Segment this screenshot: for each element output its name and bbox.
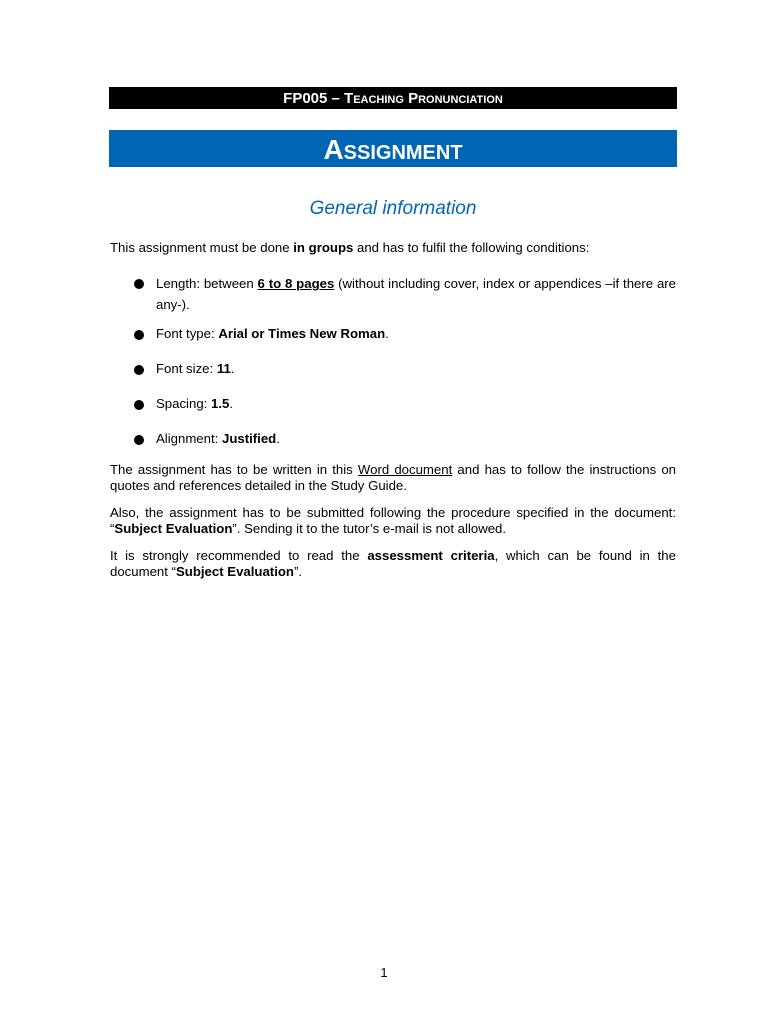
intro-text-end: and has to fulfil the following conditions: [353, 240, 590, 255]
intro-bold: in groups [293, 240, 354, 255]
bullet-icon [134, 365, 144, 375]
font-size-value: 11 [216, 361, 231, 376]
condition-font-size [156, 358, 676, 379]
course-code: FP005 – [283, 90, 345, 107]
spacing-value: 1.5 [211, 396, 230, 411]
condition-alignment [156, 428, 676, 449]
course-header-bar [109, 87, 677, 109]
alignment-value: Justified [221, 431, 277, 446]
spacing-label: Spacing: [156, 396, 211, 411]
criteria-paragraph [110, 548, 676, 580]
punctuation: . [276, 431, 280, 446]
bullet-icon [134, 400, 144, 410]
criteria-para-text: It is strongly recommended to read the [110, 548, 368, 563]
punctuation: . [230, 361, 235, 376]
word-document-link[interactable]: Word document [357, 462, 453, 477]
submit-para-text-end: ”. Sending it to the tutor’s e-mail is not allowed. [232, 521, 507, 536]
criteria-para-mid: , which can be found in the document “ [110, 548, 676, 579]
intro-text: This assignment must be done [110, 240, 294, 255]
length-value: 6 to 8 pages [257, 276, 335, 291]
alignment-label: Alignment: [156, 431, 222, 446]
font-type-label: Font type: [156, 326, 219, 341]
punctuation: . [385, 326, 389, 341]
condition-font-type [156, 323, 676, 344]
subject-evaluation-ref: Subject Evaluation [175, 564, 294, 579]
length-note: (without including cover, index or appendices –if there are any-). [156, 276, 676, 312]
bullet-icon [134, 435, 144, 445]
font-size-label: Font size: [156, 361, 217, 376]
page-number: 1 [380, 965, 388, 980]
bullet-icon [134, 279, 144, 289]
criteria-para-text-end: ”. [293, 564, 303, 579]
word-para-text-end: and has to follow the instructions on quotes and references detailed in the Study Guide. [110, 462, 676, 493]
section-subtitle: General information [309, 198, 477, 219]
word-para-text: The assignment has to be written in this [110, 462, 358, 477]
condition-spacing [156, 393, 676, 414]
intro-paragraph [110, 240, 676, 256]
length-label: Length: between [156, 276, 258, 291]
submit-para-text: Also, the assignment has to be submitted following the procedure specified in the document: “ [110, 505, 676, 536]
subject-evaluation-ref: Subject Evaluation [114, 521, 233, 536]
submission-paragraph [110, 505, 676, 537]
word-document-paragraph [110, 462, 676, 494]
course-name: Teaching Pronunciation [344, 90, 503, 107]
page-title: Assignment [109, 130, 677, 167]
assessment-criteria-ref: assessment criteria [367, 548, 495, 563]
punctuation: . [229, 396, 234, 411]
font-type-value: Arial or Times New Roman [218, 326, 386, 341]
bullet-icon [134, 330, 144, 340]
condition-length [156, 273, 676, 315]
